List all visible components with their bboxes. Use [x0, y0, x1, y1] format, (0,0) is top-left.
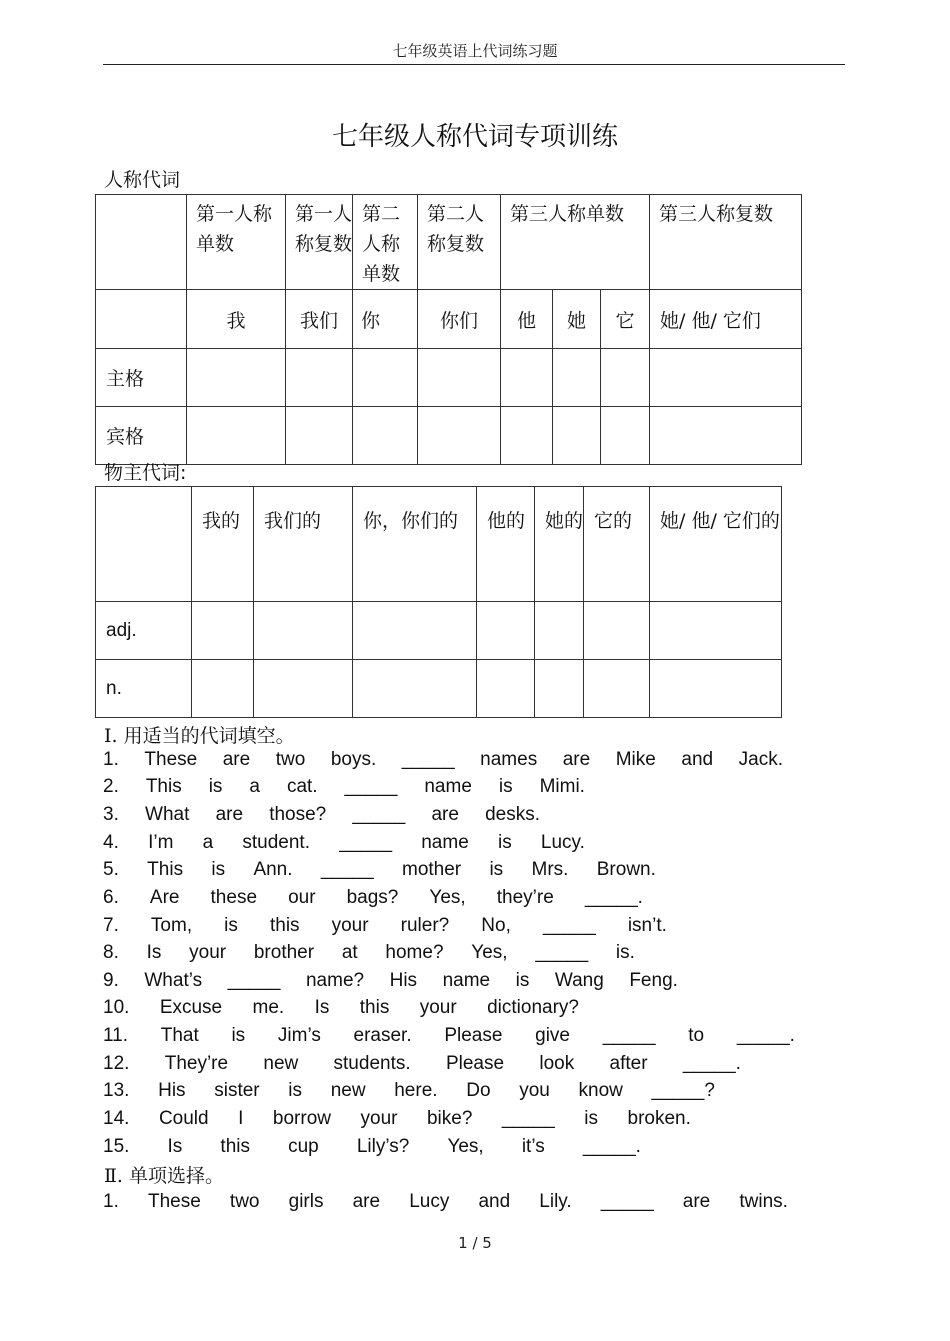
answer-blank[interactable]: _____: [320, 859, 374, 880]
exercise-word: are: [352, 1191, 381, 1212]
exercise-word: Yes,: [429, 887, 466, 908]
exercise-word: is: [515, 970, 530, 991]
answer-cell[interactable]: [353, 602, 477, 660]
exercise-word: two: [229, 1191, 260, 1212]
header-their: 她/ 他/ 它们的: [650, 487, 782, 602]
exercise-word: Is: [146, 942, 162, 963]
exercise-word: you: [519, 1080, 550, 1101]
exercise-word: student.: [242, 832, 310, 853]
answer-cell[interactable]: [286, 349, 353, 407]
exercise-word: Please: [445, 1053, 505, 1074]
word-ta-he: 他: [501, 290, 553, 349]
exercise-line: [103, 942, 635, 964]
exercise-line: [103, 1108, 691, 1130]
question-number: 13.: [103, 1080, 130, 1101]
exercise-word: these: [210, 887, 258, 908]
row-label-subject: 主格: [96, 349, 187, 407]
exercise-line: [103, 859, 656, 881]
exercise-word: Jack.: [738, 749, 783, 770]
exercise-word: bike?: [426, 1108, 473, 1129]
exercise-word: are: [682, 1191, 711, 1212]
exercise-word: Ann.: [253, 859, 293, 880]
exercise-word: I’m: [148, 832, 174, 853]
document-title: 七年级人称代词专项训练: [331, 122, 618, 152]
header-first-singular: 第一人称单数: [187, 195, 286, 290]
exercise-word: desks.: [485, 804, 540, 825]
word-nimen: 你们: [418, 290, 501, 349]
exercise-word: These: [144, 749, 198, 770]
answer-blank[interactable]: _____: [401, 749, 455, 770]
answer-blank[interactable]: _____: [227, 970, 281, 991]
exercise-word: is: [231, 1025, 246, 1046]
exercise-word: are: [562, 749, 591, 770]
exercise-word: Brown.: [596, 859, 656, 880]
answer-blank[interactable]: _____: [600, 1191, 654, 1212]
exercise-word: is: [211, 859, 226, 880]
answer-cell[interactable]: [187, 407, 286, 465]
answer-cell[interactable]: [650, 407, 802, 465]
exercise-word: bags?: [346, 887, 399, 908]
exercise-word: is: [498, 776, 513, 797]
exercise-word: name: [442, 970, 491, 991]
row-label-object: 宾格: [96, 407, 187, 465]
exercise-word: your: [360, 1108, 398, 1129]
answer-cell[interactable]: [192, 660, 254, 718]
answer-blank[interactable]: _____: [602, 1025, 656, 1046]
exercise-word: name: [424, 776, 472, 797]
question-number: 11.: [103, 1025, 129, 1046]
question-number: 2.: [103, 776, 119, 797]
exercise-word: cup: [288, 1136, 319, 1157]
exercise-word: girls: [288, 1191, 324, 1212]
page-number: 1 / 5: [458, 1234, 492, 1252]
question-number: 12.: [103, 1053, 130, 1074]
question-number: 8.: [103, 942, 119, 963]
exercise-word: Excuse: [159, 997, 223, 1018]
exercise-word: Mike: [615, 749, 656, 770]
exercise-word: your: [419, 997, 457, 1018]
answer-cell[interactable]: [535, 602, 584, 660]
answer-cell[interactable]: [650, 349, 802, 407]
answer-cell[interactable]: [553, 407, 601, 465]
exercise-word: broken.: [627, 1108, 691, 1129]
corner-cell: [96, 487, 192, 602]
header-second-singular: 第二人称单数: [353, 195, 418, 290]
exercise-word: This: [145, 776, 182, 797]
answer-blank[interactable]: _____: [339, 832, 393, 853]
exercise-line: [103, 1025, 795, 1047]
header-your: 你，你们的: [353, 487, 477, 602]
question-number: 15.: [103, 1136, 130, 1157]
exercise-line: [103, 997, 579, 1019]
exercise-word: Yes,: [447, 1136, 484, 1157]
exercise-word: is: [584, 1108, 599, 1129]
exercise-line: [103, 832, 585, 854]
exercise-word: cat.: [286, 776, 318, 797]
exercise-word: is: [224, 915, 238, 936]
exercise-word: What’s: [144, 970, 203, 991]
word-wo: 我: [187, 290, 286, 349]
answer-cell[interactable]: [353, 660, 477, 718]
exercise-word: Feng.: [629, 970, 678, 991]
section-possessive-pronouns: 物主代词:: [104, 462, 187, 484]
header-first-plural: 第一人称复数: [286, 195, 353, 290]
answer-cell[interactable]: [477, 602, 535, 660]
answer-blank[interactable]: _____.: [736, 1025, 795, 1046]
answer-cell[interactable]: [650, 602, 782, 660]
corner-cell: [96, 195, 187, 290]
exercise-word: eraser.: [353, 1025, 412, 1046]
exercise-line: [103, 776, 585, 798]
exercise-word: and: [478, 1191, 511, 1212]
answer-blank[interactable]: _____: [542, 915, 596, 936]
exercise-word: Lucy: [409, 1191, 450, 1212]
answer-cell[interactable]: [650, 660, 782, 718]
answer-cell[interactable]: [418, 407, 501, 465]
answer-blank[interactable]: _____.: [582, 1136, 641, 1157]
exercise-word: know: [578, 1080, 623, 1101]
answer-blank[interactable]: _____: [535, 942, 589, 963]
answer-cell[interactable]: [254, 660, 353, 718]
answer-cell[interactable]: [353, 407, 418, 465]
header-third-singular: 第三人称单数: [501, 195, 650, 290]
blank-cell: [96, 290, 187, 349]
exercise-word: Tom,: [150, 915, 193, 936]
exercise-word: your: [189, 942, 227, 963]
question-number: 6.: [103, 887, 119, 908]
mc-question-1: [103, 1191, 788, 1213]
question-number: 10.: [103, 997, 130, 1018]
exercise-word: His: [158, 1080, 186, 1101]
exercise-word: No,: [481, 915, 511, 936]
exercise-word: dictionary?: [487, 997, 579, 1018]
exercise-word: look: [539, 1053, 575, 1074]
exercise-word: twins.: [739, 1191, 788, 1212]
answer-cell[interactable]: [353, 349, 418, 407]
exercise-word: I: [238, 1108, 244, 1129]
exercise-word: is.: [615, 942, 635, 963]
exercise-word: They’re: [164, 1053, 229, 1074]
exercise-word: me.: [252, 997, 285, 1018]
exercise-word: boys.: [330, 749, 377, 770]
answer-blank[interactable]: _____: [501, 1108, 555, 1129]
header-our: 我们的: [254, 487, 353, 602]
answer-cell[interactable]: [187, 349, 286, 407]
exercise-word: Mimi.: [539, 776, 585, 797]
exercise-line: [103, 970, 678, 992]
question-number: 1.: [103, 749, 119, 770]
answer-cell[interactable]: [192, 602, 254, 660]
answer-cell[interactable]: [601, 349, 650, 407]
answer-cell[interactable]: [584, 602, 650, 660]
exercise-word: names: [480, 749, 538, 770]
word-tamen: 她/ 他/ 它们: [650, 290, 802, 349]
exercise-word: this: [359, 997, 390, 1018]
exercise-line: [103, 804, 540, 826]
exercise-word: Lily’s?: [356, 1136, 410, 1157]
exercise-word: Mrs.: [531, 859, 569, 880]
exercise-word: borrow: [272, 1108, 331, 1129]
question-number: 1.: [103, 1191, 119, 1212]
exercise-word: Please: [444, 1025, 503, 1046]
answer-cell[interactable]: [601, 407, 650, 465]
answer-cell[interactable]: [418, 349, 501, 407]
exercise-word: it’s: [521, 1136, 545, 1157]
exercise-word: is: [208, 776, 223, 797]
exercise-word: are: [215, 804, 244, 825]
exercise-word: this: [269, 915, 300, 936]
exercise-line: [103, 915, 667, 937]
exercise-word: Jim’s: [277, 1025, 321, 1046]
exercise-word: a: [202, 832, 214, 853]
exercise-word: Is: [167, 1136, 183, 1157]
header-rule: [103, 64, 845, 65]
word-ni: 你: [353, 290, 418, 349]
exercise-word: That: [160, 1025, 199, 1046]
exercise-word: new: [330, 1080, 366, 1101]
answer-blank[interactable]: _____?: [651, 1080, 715, 1101]
exercise-word: Wang: [554, 970, 604, 991]
exercise-word: here.: [394, 1080, 438, 1101]
exercise-word: those?: [269, 804, 327, 825]
answer-cell[interactable]: [501, 407, 553, 465]
answer-cell[interactable]: [254, 602, 353, 660]
exercise-word: and: [681, 749, 714, 770]
exercise-word: are: [431, 804, 459, 825]
exercise-word: These: [147, 1191, 201, 1212]
exercise-word: isn’t.: [627, 915, 667, 936]
header-her: 她的: [535, 487, 584, 602]
section-personal-pronouns: 人称代词: [104, 169, 181, 191]
exercise-word: This: [147, 859, 184, 880]
exercise-line: [103, 1080, 715, 1102]
exercise-word: at: [341, 942, 358, 963]
exercise-line: [103, 887, 643, 909]
running-header: 七年级英语上代词练习题: [392, 42, 558, 60]
exercise-word: Are: [149, 887, 180, 908]
header-second-plural: 第二人称复数: [418, 195, 501, 290]
exercise-word: students.: [333, 1053, 411, 1074]
exercise-word: our: [288, 887, 316, 908]
answer-cell[interactable]: [584, 660, 650, 718]
exercise-word: are: [222, 749, 251, 770]
word-ta-it: 它: [601, 290, 650, 349]
exercise-word: is: [497, 832, 512, 853]
answer-blank[interactable]: _____: [344, 776, 398, 797]
header-its: 它的: [584, 487, 650, 602]
row-label-adj: adj.: [96, 602, 192, 660]
word-ta-she: 她: [553, 290, 601, 349]
exercise-word: home?: [385, 942, 444, 963]
exercise-word: this: [220, 1136, 250, 1157]
exercise-word: a: [249, 776, 260, 797]
exercise-word: His: [389, 970, 418, 991]
word-women: 我们: [286, 290, 353, 349]
possessive-pronoun-table: [95, 486, 782, 718]
exercise-line: [103, 1053, 741, 1075]
answer-cell[interactable]: [501, 349, 553, 407]
row-label-n: n.: [96, 660, 192, 718]
exercise-word: give: [535, 1025, 570, 1046]
answer-cell[interactable]: [477, 660, 535, 718]
exercise-word: name?: [305, 970, 365, 991]
question-number: 5.: [103, 859, 119, 880]
exercise-word: mother: [402, 859, 462, 880]
exercise-word: is: [489, 859, 504, 880]
exercise-word: new: [263, 1053, 299, 1074]
answer-cell[interactable]: [553, 349, 601, 407]
exercise-word: is: [288, 1080, 303, 1101]
exercise-word: to: [688, 1025, 705, 1046]
part1-title: Ⅰ. 用适当的代词填空。: [104, 725, 295, 747]
exercise-word: Yes,: [471, 942, 508, 963]
exercise-word: name: [421, 832, 469, 853]
exercise-line: [103, 749, 783, 771]
exercise-word: after: [609, 1053, 648, 1074]
question-number: 4.: [103, 832, 119, 853]
answer-blank[interactable]: _____: [352, 804, 406, 825]
header-third-plural: 第三人称复数: [650, 195, 802, 290]
exercise-word: What: [145, 804, 190, 825]
exercise-word: sister: [214, 1080, 260, 1101]
answer-blank[interactable]: _____.: [682, 1053, 741, 1074]
personal-pronoun-table: [95, 194, 802, 465]
header-his: 他的: [477, 487, 535, 602]
exercise-word: they’re: [496, 887, 554, 908]
question-number: 7.: [103, 915, 119, 936]
exercise-word: Do: [466, 1080, 491, 1101]
exercise-word: Lucy.: [540, 832, 585, 853]
question-number: 9.: [103, 970, 119, 991]
exercise-word: your: [331, 915, 369, 936]
exercise-word: brother: [253, 942, 315, 963]
question-number: 14.: [103, 1108, 130, 1129]
answer-blank[interactable]: _____.: [584, 887, 643, 908]
exercise-line: [103, 1136, 641, 1158]
exercise-word: Could: [158, 1108, 209, 1129]
exercise-word: Lily.: [539, 1191, 572, 1212]
question-number: 3.: [103, 804, 119, 825]
answer-cell[interactable]: [286, 407, 353, 465]
exercise-word: two: [275, 749, 306, 770]
part2-title: Ⅱ. 单项选择。: [104, 1165, 224, 1187]
header-my: 我的: [192, 487, 254, 602]
exercise-word: ruler?: [400, 915, 450, 936]
exercise-word: Is: [314, 997, 330, 1018]
answer-cell[interactable]: [535, 660, 584, 718]
